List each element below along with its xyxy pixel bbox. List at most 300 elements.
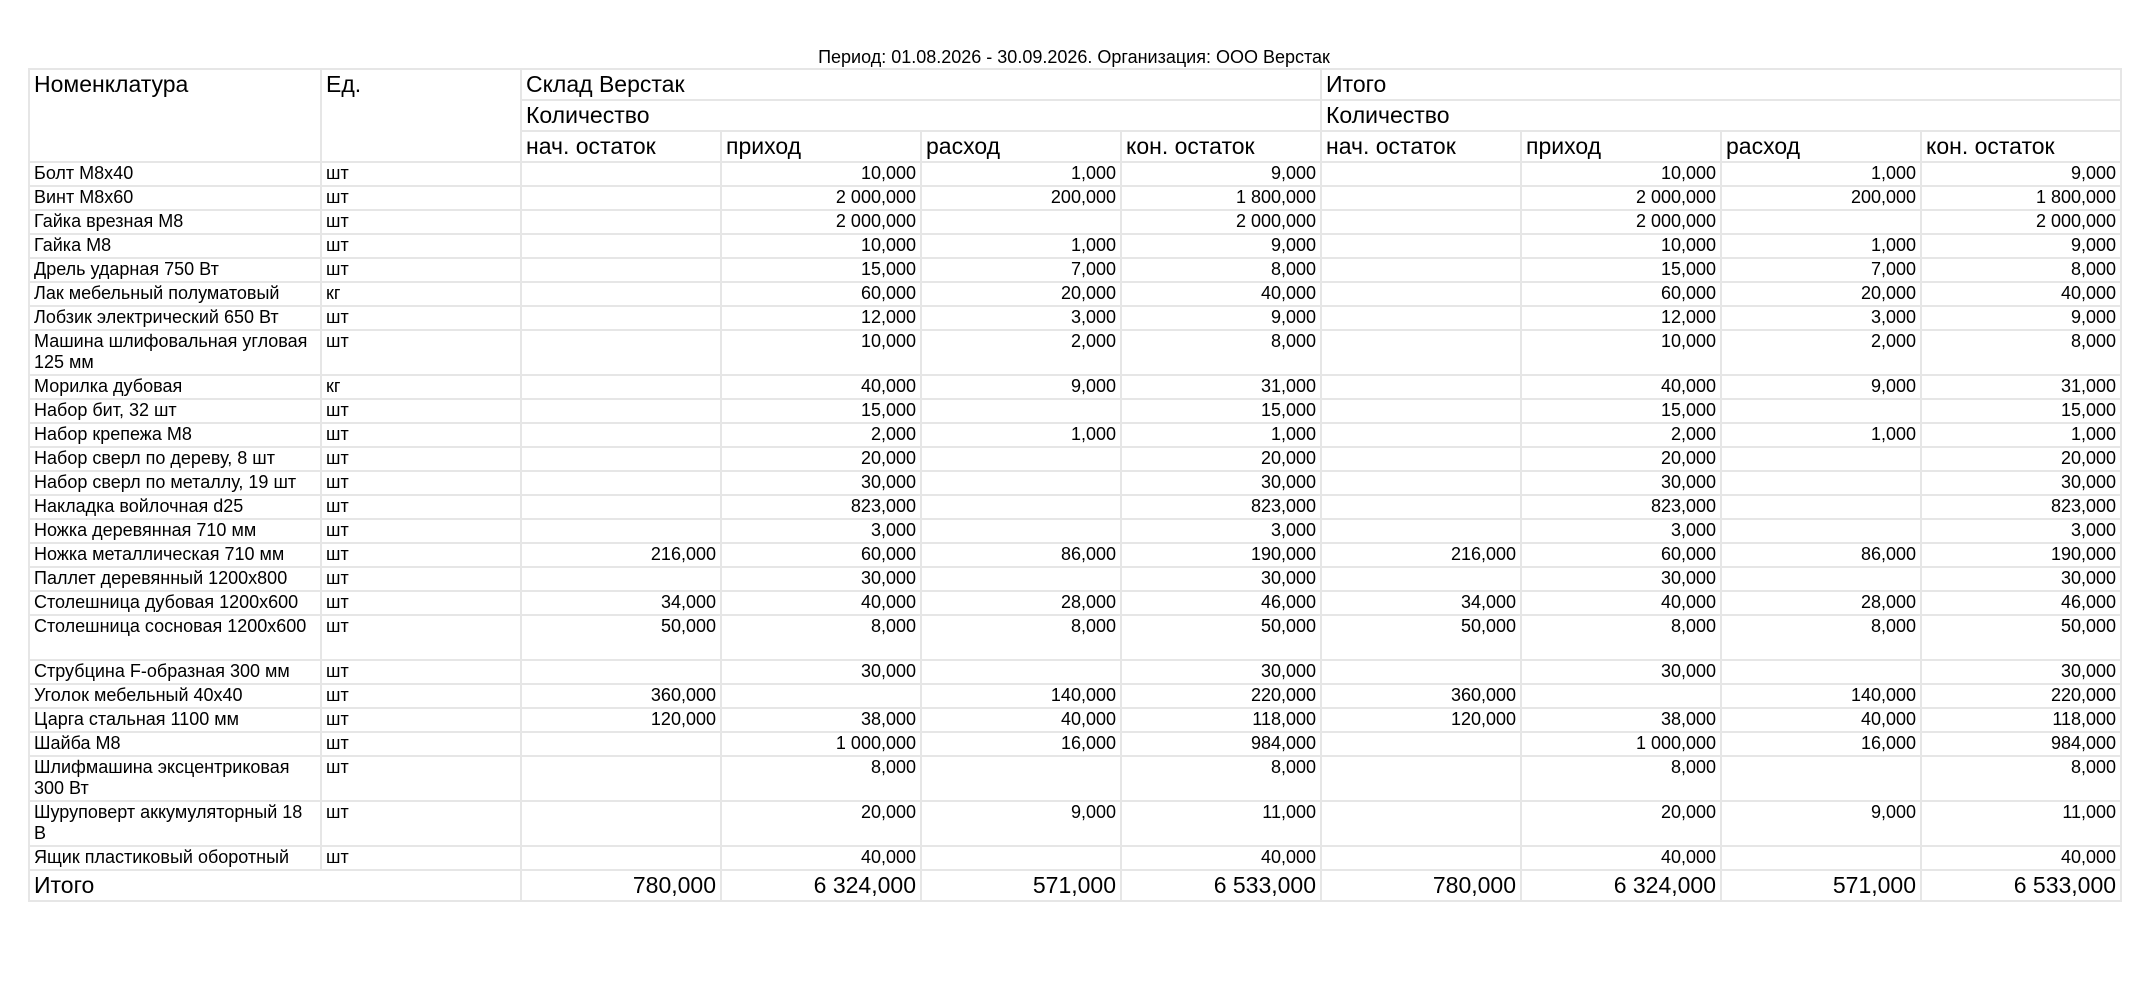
table-row (29, 258, 2121, 282)
table-row (29, 423, 2121, 447)
total-out-value: 28,000 (1721, 591, 1921, 615)
warehouse-start-value (521, 399, 721, 423)
warehouse-in-value: 12,000 (721, 306, 921, 330)
warehouse-out-value: 140,000 (921, 684, 1121, 708)
table-row (29, 306, 2121, 330)
warehouse-end-value: 30,000 (1121, 567, 1321, 591)
item-name: Шлифмашина эксцентриковая 300 Вт (29, 756, 321, 801)
total-in-value: 30,000 (1521, 660, 1721, 684)
warehouse-in-value: 40,000 (721, 846, 921, 870)
warehouse-start-value (521, 162, 721, 186)
total-start-value: 34,000 (1321, 591, 1521, 615)
warehouse-start-value (521, 423, 721, 447)
item-name: Ножка деревянная 710 мм (29, 519, 321, 543)
item-unit: шт (321, 330, 521, 375)
total-start-value (1321, 471, 1521, 495)
warehouse-start-value (521, 234, 721, 258)
total-start-value (1321, 162, 1521, 186)
warehouse-end-value: 220,000 (1121, 684, 1321, 708)
total-start-value (1321, 660, 1521, 684)
item-unit: шт (321, 306, 521, 330)
grand-total-end: 6 533,000 (1921, 870, 2121, 901)
item-unit: шт (321, 756, 521, 801)
total-in-value: 10,000 (1521, 162, 1721, 186)
total-row (29, 870, 2121, 901)
total-start-value (1321, 210, 1521, 234)
item-unit: шт (321, 162, 521, 186)
warehouse-start-value (521, 660, 721, 684)
total-out-value: 9,000 (1721, 375, 1921, 399)
warehouse-in-value: 10,000 (721, 234, 921, 258)
table-row (29, 375, 2121, 399)
warehouse-out-value (921, 567, 1121, 591)
item-unit: шт (321, 660, 521, 684)
col-header-unit: Ед. (321, 69, 521, 162)
warehouse-end-value: 823,000 (1121, 495, 1321, 519)
measure-header-warehouse: Количество (521, 100, 1321, 131)
total-end-value: 15,000 (1921, 399, 2121, 423)
warehouse-start-value (521, 330, 721, 375)
warehouse-in-value: 2 000,000 (721, 186, 921, 210)
warehouse-start-value (521, 210, 721, 234)
item-unit: шт (321, 423, 521, 447)
warehouse-end-value: 118,000 (1121, 708, 1321, 732)
warehouse-total-out: 571,000 (921, 870, 1121, 901)
table-row (29, 543, 2121, 567)
warehouse-in-value (721, 684, 921, 708)
table-row (29, 210, 2121, 234)
total-end-value: 30,000 (1921, 471, 2121, 495)
warehouse-in-value: 15,000 (721, 399, 921, 423)
item-name: Ножка металлическая 710 мм (29, 543, 321, 567)
total-in-value: 2,000 (1521, 423, 1721, 447)
total-out-value (1721, 471, 1921, 495)
warehouse-start-value (521, 258, 721, 282)
total-start-value: 50,000 (1321, 615, 1521, 660)
report-period-header: Период: 01.08.2026 - 30.09.2026. Организация: ООО Верстак (818, 47, 1330, 67)
total-start-value (1321, 234, 1521, 258)
item-unit: шт (321, 258, 521, 282)
item-unit: шт (321, 186, 521, 210)
item-name: Гайка врезная М8 (29, 210, 321, 234)
item-name: Уголок мебельный 40х40 (29, 684, 321, 708)
table-row (29, 471, 2121, 495)
total-out-value (1721, 447, 1921, 471)
item-unit: шт (321, 210, 521, 234)
item-unit: шт (321, 495, 521, 519)
total-in-value: 60,000 (1521, 543, 1721, 567)
warehouse-start-value (521, 567, 721, 591)
item-unit: шт (321, 471, 521, 495)
table-row (29, 519, 2121, 543)
total-out-value: 8,000 (1721, 615, 1921, 660)
warehouse-end-value: 9,000 (1121, 162, 1321, 186)
warehouse-start-value (521, 471, 721, 495)
item-name: Лобзик электрический 650 Вт (29, 306, 321, 330)
warehouse-start-value: 120,000 (521, 708, 721, 732)
total-in-value: 2 000,000 (1521, 210, 1721, 234)
total-end-value: 30,000 (1921, 660, 2121, 684)
total-in-value: 15,000 (1521, 258, 1721, 282)
total-in-value: 40,000 (1521, 591, 1721, 615)
total-end-value: 9,000 (1921, 234, 2121, 258)
total-end-value: 118,000 (1921, 708, 2121, 732)
warehouse-in-value: 823,000 (721, 495, 921, 519)
item-unit: шт (321, 846, 521, 870)
item-name: Болт М8х40 (29, 162, 321, 186)
total-start-value: 120,000 (1321, 708, 1521, 732)
item-unit: шт (321, 732, 521, 756)
item-unit: шт (321, 567, 521, 591)
item-name: Лак мебельный полуматовый (29, 282, 321, 306)
warehouse-start-value: 360,000 (521, 684, 721, 708)
total-out-value: 140,000 (1721, 684, 1921, 708)
warehouse-out-value: 3,000 (921, 306, 1121, 330)
warehouse-in-value: 10,000 (721, 330, 921, 375)
warehouse-out-value: 8,000 (921, 615, 1121, 660)
total-in-value: 38,000 (1521, 708, 1721, 732)
total-out-value: 1,000 (1721, 423, 1921, 447)
item-name: Струбцина F-образная 300 мм (29, 660, 321, 684)
warehouse-in-value: 15,000 (721, 258, 921, 282)
total-start-value (1321, 756, 1521, 801)
total-in-value: 10,000 (1521, 330, 1721, 375)
total-start-value: 216,000 (1321, 543, 1521, 567)
item-unit: шт (321, 708, 521, 732)
warehouse-out-value (921, 846, 1121, 870)
total-end-value: 220,000 (1921, 684, 2121, 708)
warehouse-in-value: 30,000 (721, 471, 921, 495)
total-end-value: 823,000 (1921, 495, 2121, 519)
warehouse-out-value: 1,000 (921, 162, 1121, 186)
warehouse-out-value (921, 495, 1121, 519)
warehouse-start-value (521, 756, 721, 801)
table-row (29, 447, 2121, 471)
warehouse-out-value: 200,000 (921, 186, 1121, 210)
grand-total-start: 780,000 (1321, 870, 1521, 901)
total-in-value (1521, 684, 1721, 708)
warehouse-start-value: 216,000 (521, 543, 721, 567)
warehouse-in-value: 40,000 (721, 591, 921, 615)
total-end-value: 2 000,000 (1921, 210, 2121, 234)
table-row (29, 495, 2121, 519)
total-end-value: 11,000 (1921, 801, 2121, 846)
total-in-value: 10,000 (1521, 234, 1721, 258)
total-start-value (1321, 423, 1521, 447)
warehouse-end-value: 190,000 (1121, 543, 1321, 567)
warehouse-out-value (921, 519, 1121, 543)
item-name: Гайка М8 (29, 234, 321, 258)
col-header-end: кон. остаток (1921, 131, 2121, 162)
item-name: Столешница сосновая 1200х600 (29, 615, 321, 660)
item-name: Набор сверл по металлу, 19 шт (29, 471, 321, 495)
total-start-value (1321, 375, 1521, 399)
warehouse-in-value: 20,000 (721, 447, 921, 471)
total-end-value: 3,000 (1921, 519, 2121, 543)
item-name: Набор крепежа М8 (29, 423, 321, 447)
total-start-value (1321, 495, 1521, 519)
total-in-value: 30,000 (1521, 471, 1721, 495)
warehouse-out-value: 86,000 (921, 543, 1121, 567)
table-row (29, 330, 2121, 375)
item-unit: шт (321, 591, 521, 615)
total-in-value: 60,000 (1521, 282, 1721, 306)
total-end-value: 1 800,000 (1921, 186, 2121, 210)
table-row (29, 756, 2121, 801)
warehouse-out-value: 2,000 (921, 330, 1121, 375)
warehouse-start-value (521, 447, 721, 471)
table-row (29, 801, 2121, 846)
warehouse-start-value (521, 495, 721, 519)
total-out-value (1721, 756, 1921, 801)
warehouse-out-value (921, 660, 1121, 684)
col-header-start: нач. остаток (1321, 131, 1521, 162)
warehouse-in-value: 3,000 (721, 519, 921, 543)
warehouse-out-value: 20,000 (921, 282, 1121, 306)
total-end-value: 190,000 (1921, 543, 2121, 567)
warehouse-start-value (521, 732, 721, 756)
warehouse-out-value: 1,000 (921, 423, 1121, 447)
warehouse-out-value: 28,000 (921, 591, 1121, 615)
total-label: Итого (29, 870, 521, 901)
warehouse-end-value: 31,000 (1121, 375, 1321, 399)
item-name: Машина шлифовальная угловая 125 мм (29, 330, 321, 375)
warehouse-out-value: 9,000 (921, 801, 1121, 846)
warehouse-out-value (921, 756, 1121, 801)
total-in-value: 8,000 (1521, 756, 1721, 801)
warehouse-end-value: 2 000,000 (1121, 210, 1321, 234)
item-unit: шт (321, 684, 521, 708)
warehouse-end-value: 9,000 (1121, 306, 1321, 330)
total-start-value (1321, 447, 1521, 471)
total-end-value: 40,000 (1921, 282, 2121, 306)
item-name: Накладка войлочная d25 (29, 495, 321, 519)
warehouse-end-value: 1,000 (1121, 423, 1321, 447)
warehouse-end-value: 40,000 (1121, 282, 1321, 306)
total-out-value: 40,000 (1721, 708, 1921, 732)
total-start-value (1321, 519, 1521, 543)
total-in-value: 20,000 (1521, 447, 1721, 471)
total-start-value (1321, 846, 1521, 870)
item-name: Набор сверл по дереву, 8 шт (29, 447, 321, 471)
total-out-value (1721, 846, 1921, 870)
table-row (29, 186, 2121, 210)
measure-header-total: Количество (1321, 100, 2121, 131)
warehouse-end-value: 20,000 (1121, 447, 1321, 471)
item-name: Столешница дубовая 1200х600 (29, 591, 321, 615)
total-out-value (1721, 660, 1921, 684)
warehouse-end-value: 3,000 (1121, 519, 1321, 543)
total-out-value: 1,000 (1721, 162, 1921, 186)
total-in-value: 40,000 (1521, 375, 1721, 399)
total-out-value: 20,000 (1721, 282, 1921, 306)
grand-total-out: 571,000 (1721, 870, 1921, 901)
total-out-value (1721, 567, 1921, 591)
total-end-value: 46,000 (1921, 591, 2121, 615)
item-unit: кг (321, 375, 521, 399)
warehouse-in-value: 30,000 (721, 567, 921, 591)
total-end-value: 984,000 (1921, 732, 2121, 756)
table-row (29, 732, 2121, 756)
warehouse-end-value: 8,000 (1121, 258, 1321, 282)
warehouse-in-value: 38,000 (721, 708, 921, 732)
col-header-end: кон. остаток (1121, 131, 1321, 162)
warehouse-end-value: 8,000 (1121, 756, 1321, 801)
col-header-item: Номенклатура (29, 69, 321, 162)
total-in-value: 3,000 (1521, 519, 1721, 543)
warehouse-end-value: 9,000 (1121, 234, 1321, 258)
warehouse-out-value (921, 447, 1121, 471)
total-out-value: 16,000 (1721, 732, 1921, 756)
table-row (29, 591, 2121, 615)
total-in-value: 20,000 (1521, 801, 1721, 846)
total-in-value: 12,000 (1521, 306, 1721, 330)
warehouse-start-value (521, 375, 721, 399)
item-unit: шт (321, 519, 521, 543)
item-unit: шт (321, 234, 521, 258)
total-end-value: 31,000 (1921, 375, 2121, 399)
warehouse-out-value: 7,000 (921, 258, 1121, 282)
grand-total-in: 6 324,000 (1521, 870, 1721, 901)
warehouse-start-value (521, 282, 721, 306)
item-name: Ящик пластиковый оборотный (29, 846, 321, 870)
table-row (29, 846, 2121, 870)
warehouse-out-value (921, 471, 1121, 495)
total-end-value: 8,000 (1921, 330, 2121, 375)
warehouse-start-value: 34,000 (521, 591, 721, 615)
total-start-value (1321, 567, 1521, 591)
warehouse-start-value (521, 186, 721, 210)
item-unit: шт (321, 447, 521, 471)
warehouse-end-value: 8,000 (1121, 330, 1321, 375)
warehouse-end-value: 30,000 (1121, 660, 1321, 684)
warehouse-total-end: 6 533,000 (1121, 870, 1321, 901)
warehouse-end-value: 984,000 (1121, 732, 1321, 756)
total-out-value: 2,000 (1721, 330, 1921, 375)
item-unit: кг (321, 282, 521, 306)
total-end-value: 9,000 (1921, 162, 2121, 186)
warehouse-in-value: 8,000 (721, 756, 921, 801)
total-end-value: 8,000 (1921, 756, 2121, 801)
col-header-in: приход (721, 131, 921, 162)
warehouse-end-value: 46,000 (1121, 591, 1321, 615)
total-out-value: 86,000 (1721, 543, 1921, 567)
total-out-value: 1,000 (1721, 234, 1921, 258)
warehouse-out-value (921, 210, 1121, 234)
total-start-value: 360,000 (1321, 684, 1521, 708)
header-row-1 (29, 69, 2121, 100)
stock-report-table (28, 68, 2122, 902)
total-start-value (1321, 732, 1521, 756)
warehouse-out-value: 40,000 (921, 708, 1121, 732)
table-row (29, 399, 2121, 423)
warehouse-in-value: 8,000 (721, 615, 921, 660)
col-header-in: приход (1521, 131, 1721, 162)
total-in-value: 8,000 (1521, 615, 1721, 660)
table-row (29, 282, 2121, 306)
item-name: Винт М8х60 (29, 186, 321, 210)
total-out-value: 9,000 (1721, 801, 1921, 846)
total-start-value (1321, 801, 1521, 846)
total-start-value (1321, 282, 1521, 306)
table-row (29, 162, 2121, 186)
total-end-value: 50,000 (1921, 615, 2121, 660)
warehouse-end-value: 40,000 (1121, 846, 1321, 870)
group-header-warehouse: Склад Верстак (521, 69, 1321, 100)
table-row (29, 684, 2121, 708)
warehouse-in-value: 40,000 (721, 375, 921, 399)
item-name: Царга стальная 1100 мм (29, 708, 321, 732)
total-in-value: 15,000 (1521, 399, 1721, 423)
warehouse-out-value: 16,000 (921, 732, 1121, 756)
item-name: Морилка дубовая (29, 375, 321, 399)
item-name: Шуруповерт аккумуляторный 18 В (29, 801, 321, 846)
warehouse-total-start: 780,000 (521, 870, 721, 901)
total-in-value: 2 000,000 (1521, 186, 1721, 210)
total-in-value: 1 000,000 (1521, 732, 1721, 756)
item-unit: шт (321, 399, 521, 423)
total-end-value: 9,000 (1921, 306, 2121, 330)
warehouse-end-value: 50,000 (1121, 615, 1321, 660)
item-unit: шт (321, 801, 521, 846)
total-out-value (1721, 399, 1921, 423)
warehouse-in-value: 60,000 (721, 282, 921, 306)
total-out-value: 200,000 (1721, 186, 1921, 210)
total-start-value (1321, 399, 1521, 423)
item-name: Паллет деревянный 1200х800 (29, 567, 321, 591)
warehouse-out-value (921, 399, 1121, 423)
total-end-value: 1,000 (1921, 423, 2121, 447)
total-end-value: 40,000 (1921, 846, 2121, 870)
warehouse-end-value: 11,000 (1121, 801, 1321, 846)
table-row (29, 660, 2121, 684)
total-end-value: 8,000 (1921, 258, 2121, 282)
warehouse-out-value: 9,000 (921, 375, 1121, 399)
table-row (29, 708, 2121, 732)
warehouse-start-value (521, 519, 721, 543)
warehouse-in-value: 2 000,000 (721, 210, 921, 234)
total-in-value: 40,000 (1521, 846, 1721, 870)
warehouse-end-value: 15,000 (1121, 399, 1321, 423)
warehouse-out-value: 1,000 (921, 234, 1121, 258)
warehouse-end-value: 30,000 (1121, 471, 1321, 495)
total-start-value (1321, 258, 1521, 282)
table-row (29, 615, 2121, 660)
warehouse-end-value: 1 800,000 (1121, 186, 1321, 210)
col-header-out: расход (1721, 131, 1921, 162)
total-start-value (1321, 306, 1521, 330)
item-name: Шайба М8 (29, 732, 321, 756)
total-end-value: 20,000 (1921, 447, 2121, 471)
item-unit: шт (321, 543, 521, 567)
warehouse-in-value: 60,000 (721, 543, 921, 567)
warehouse-start-value (521, 306, 721, 330)
warehouse-in-value: 10,000 (721, 162, 921, 186)
warehouse-start-value (521, 846, 721, 870)
total-end-value: 30,000 (1921, 567, 2121, 591)
item-name: Набор бит, 32 шт (29, 399, 321, 423)
warehouse-in-value: 2,000 (721, 423, 921, 447)
warehouse-total-in: 6 324,000 (721, 870, 921, 901)
total-out-value (1721, 519, 1921, 543)
warehouse-in-value: 30,000 (721, 660, 921, 684)
table-row (29, 567, 2121, 591)
col-header-start: нач. остаток (521, 131, 721, 162)
total-out-value (1721, 210, 1921, 234)
warehouse-in-value: 20,000 (721, 801, 921, 846)
table-row (29, 234, 2121, 258)
group-header-total: Итого (1321, 69, 2121, 100)
